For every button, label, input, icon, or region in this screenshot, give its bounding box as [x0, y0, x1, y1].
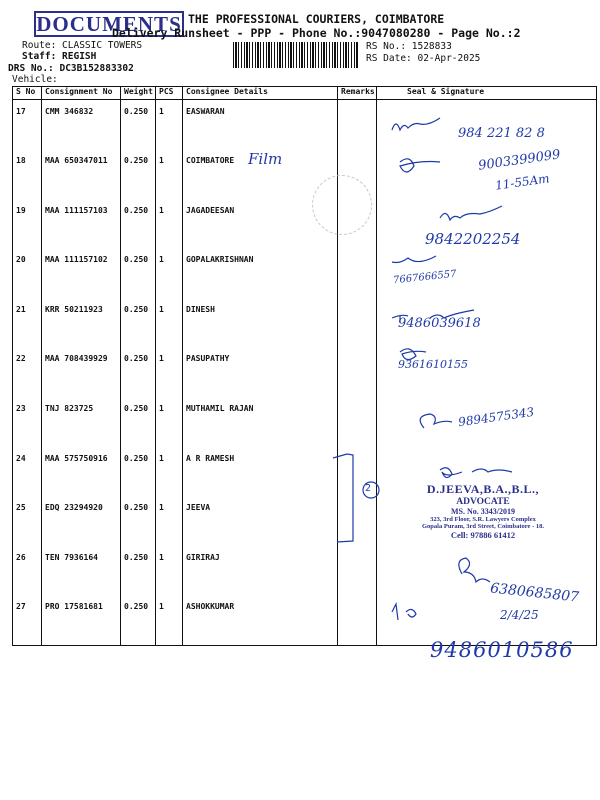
- cell-consignment: MAA 650347011: [42, 149, 121, 199]
- drs-number: DRS No.: DC3B152883302: [8, 63, 134, 74]
- col-sno: S No: [13, 87, 42, 100]
- cell-pcs: 1: [156, 149, 183, 199]
- cell-weight: 0.250: [121, 248, 156, 298]
- handwritten-phone: 984 221 82 8: [458, 126, 545, 141]
- cell-pcs: 1: [156, 199, 183, 249]
- cell-sno: 18: [13, 149, 42, 199]
- cell-consignment: TNJ 823725: [42, 397, 121, 447]
- staff-text: Staff: REGISH: [22, 51, 97, 62]
- signature-mark: [440, 468, 512, 478]
- circled-number: 2: [365, 483, 372, 494]
- documents-stamp: DOCUMENTS: [34, 11, 184, 37]
- advocate-name: D.JEEVA,B.A.,B.L.,: [426, 482, 540, 496]
- cell-sno: 24: [13, 447, 42, 497]
- advocate-ms: MS. No. 3343/2019: [451, 507, 515, 516]
- cell-consignee: GIRIRAJ: [183, 546, 338, 596]
- cell-consignee: JAGADEESAN: [183, 199, 338, 249]
- signature-mark: [392, 604, 416, 620]
- cell-consignee: JEEVA: [183, 496, 338, 546]
- cell-weight: 0.250: [121, 298, 156, 348]
- col-consignee: Consignee Details: [183, 87, 338, 100]
- cell-sno: 23: [13, 397, 42, 447]
- signature-mark: [440, 206, 502, 220]
- cell-pcs: 1: [156, 347, 183, 397]
- handwritten-remark: Film: [248, 150, 283, 168]
- cell-pcs: 1: [156, 595, 183, 645]
- cell-consignee: COIMBATORE: [183, 149, 338, 199]
- cell-weight: 0.250: [121, 397, 156, 447]
- handwritten-phone: 6380685807: [489, 580, 580, 606]
- cell-consignee: MUTHAMIL RAJAN: [183, 397, 338, 447]
- cell-weight: 0.250: [121, 496, 156, 546]
- advocate-title: ADVOCATE: [456, 497, 510, 507]
- bracket-mark: [333, 454, 353, 542]
- cell-sno: 19: [13, 199, 42, 249]
- vehicle-text: Vehicle:: [12, 74, 58, 85]
- handwritten-time: 11-55Am: [494, 171, 551, 193]
- signature-mark: [392, 118, 440, 130]
- col-signature: Seal & Signature: [377, 87, 597, 100]
- handwritten-phone: 9003399099: [477, 147, 562, 174]
- signature-mark: [392, 256, 436, 263]
- handwritten-date: 2/4/25: [500, 608, 539, 622]
- cell-consignment: MAA 708439929: [42, 347, 121, 397]
- cell-consignee: A R RAMESH: [183, 447, 338, 497]
- advocate-address2: Gopala Puram, 3rd Street, Coimbatore - 18.: [422, 523, 544, 530]
- advocate-address1: 323, 3rd Floor, S.R. Lawyers Complex: [430, 516, 536, 523]
- cell-consignment: KRR 50211923: [42, 298, 121, 348]
- handwritten-phone: 9842202254: [425, 230, 521, 248]
- cell-sno: 20: [13, 248, 42, 298]
- handwritten-phone: 7667666557: [392, 268, 458, 287]
- cell-consignment: MAA 111157103: [42, 199, 121, 249]
- cell-consignment: TEN 7936164: [42, 546, 121, 596]
- cell-pcs: 1: [156, 248, 183, 298]
- cell-sno: 25: [13, 496, 42, 546]
- advocate-cell: Cell: 97886 61412: [450, 530, 516, 540]
- cell-pcs: 1: [156, 447, 183, 497]
- signature-mark: [400, 159, 440, 172]
- cell-sno: 22: [13, 347, 42, 397]
- cell-sno: 17: [13, 100, 42, 150]
- cell-consignment: MAA 575750916: [42, 447, 121, 497]
- company-title: THE PROFESSIONAL COURIERS, COIMBATORE: [188, 12, 445, 26]
- handwritten-phone: 9486010586: [430, 638, 574, 662]
- cell-consignee: GOPALAKRISHNAN: [183, 248, 338, 298]
- rs-date: RS Date: 02-Apr-2025: [366, 53, 481, 64]
- cell-pcs: 1: [156, 397, 183, 447]
- cell-consignment: CMM 346832: [42, 100, 121, 150]
- cell-weight: 0.250: [121, 347, 156, 397]
- col-weight: Weight: [121, 87, 156, 100]
- handwritten-phone: 9361610155: [398, 358, 468, 371]
- cell-pcs: 1: [156, 546, 183, 596]
- col-pcs: PCS: [156, 87, 183, 100]
- cell-pcs: 1: [156, 100, 183, 150]
- signature-mark: [459, 558, 490, 582]
- cell-consignee: DINESH: [183, 298, 338, 348]
- cell-pcs: 1: [156, 298, 183, 348]
- cell-weight: 0.250: [121, 199, 156, 249]
- cell-weight: 0.250: [121, 100, 156, 150]
- cell-weight: 0.250: [121, 595, 156, 645]
- cell-weight: 0.250: [121, 149, 156, 199]
- col-consignment: Consignment No: [42, 87, 121, 100]
- cell-consignee: EASWARAN: [183, 100, 338, 150]
- cell-consignment: PRO 17581681: [42, 595, 121, 645]
- cell-consignment: MAA 111157102: [42, 248, 121, 298]
- cell-sno: 21: [13, 298, 42, 348]
- cell-weight: 0.250: [121, 546, 156, 596]
- signature-mark: [420, 414, 452, 428]
- runsheet-subtitle: Delivery Runsheet - PPP - Phone No.:9047080280 - Page No.:2: [112, 26, 521, 40]
- cell-consignee: PASUPATHY: [183, 347, 338, 397]
- cell-consignment: EDQ 23294920: [42, 496, 121, 546]
- route-text: Route: CLASSIC TOWERS: [22, 40, 143, 51]
- cell-consignee: ASHOKKUMAR: [183, 595, 338, 645]
- handwritten-phone: 9894575343: [457, 404, 535, 430]
- cell-sno: 27: [13, 595, 42, 645]
- cell-sno: 26: [13, 546, 42, 596]
- rs-number: RS No.: 1528833: [366, 41, 452, 52]
- advocate-stamp: [378, 482, 588, 540]
- col-remarks: Remarks: [338, 87, 377, 100]
- handwritten-phone: 9486039618: [398, 316, 481, 331]
- cell-weight: 0.250: [121, 447, 156, 497]
- cell-pcs: 1: [156, 496, 183, 546]
